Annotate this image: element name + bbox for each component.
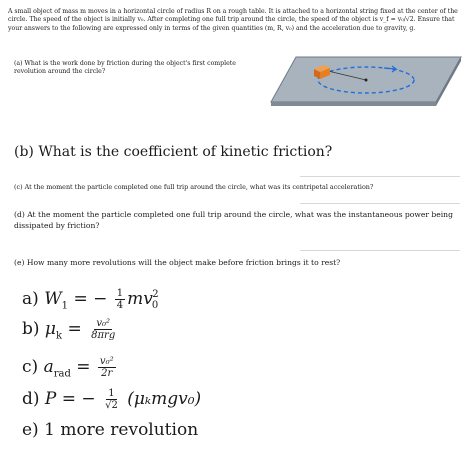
answer-e-text: 1 more revolution	[44, 420, 199, 440]
answer-a-den: 4	[116, 300, 124, 311]
problem-statement	[8, 8, 460, 33]
answer-d-num: 1	[108, 388, 115, 399]
answer-d	[22, 388, 201, 411]
center-pin	[365, 79, 368, 82]
answer-a-num: 1	[116, 288, 124, 299]
answer-c-fraction	[98, 356, 116, 379]
answer-d-label: d)	[22, 389, 40, 409]
divider	[300, 176, 460, 177]
answer-c-num: v₀²	[99, 356, 114, 367]
table-diagram	[266, 52, 466, 122]
answer-c-den: 2r	[101, 368, 113, 379]
answer-a-fraction	[115, 288, 125, 311]
answer-a-sub2: 0	[151, 300, 159, 312]
answer-c-label: c)	[22, 357, 39, 377]
answer-b-eq: =	[67, 319, 82, 339]
table-edge	[271, 102, 436, 106]
answer-b	[22, 318, 119, 341]
answer-d-fraction	[103, 388, 120, 411]
answer-b-label: b)	[22, 319, 40, 339]
answer-c-sub: rad	[53, 368, 71, 380]
answer-c	[22, 356, 118, 379]
answer-e	[22, 420, 198, 440]
answer-b-den: 8πrg	[91, 330, 116, 341]
answer-d-eq: = −	[61, 389, 96, 409]
question-e: (e) How many more revolutions will the object make before friction brings it to rest?	[14, 258, 341, 267]
answer-c-eq: =	[76, 357, 91, 377]
answer-a-label: a)	[22, 289, 39, 309]
question-c: (c) At the moment the particle completed one full trip around the circle, what was its centripetal acceleration?	[14, 183, 374, 191]
divider	[300, 203, 460, 204]
divider	[300, 250, 460, 251]
answer-c-lhs: a	[43, 357, 54, 377]
answer-b-lhs: μ	[44, 319, 56, 339]
answer-d-den: √2	[105, 400, 118, 411]
answer-d-lhs: P	[44, 389, 57, 409]
answer-a-eq: = −	[73, 289, 108, 309]
answer-a-sup2: 2	[152, 289, 159, 301]
answer-a-rest: mv	[127, 289, 153, 309]
answer-b-num: v₀²	[96, 318, 110, 329]
answer-e-label: e)	[22, 420, 39, 440]
answer-a-lhs: W	[44, 289, 62, 309]
answer-a-sub: 1	[61, 300, 69, 312]
question-b: (b) What is the coefficient of kinetic friction?	[14, 144, 333, 160]
answer-d-rest: (μₖmgv₀)	[127, 389, 202, 409]
question-d: (d) At the moment the particle completed one full trip around the circle, what was the instantaneous power being dissipated by friction?	[14, 210, 453, 230]
problem-intro-text: A small object of mass m moves in a horizontal circle of radius R on a rough table. It is attached to a horizontal string fixed at the center of the circle. The speed of the object is initially v₀. After completing one full trip around the circle, the speed of the object is v_f = v₀/√2. Ensure that your answers to the following are expressed only in terms of the given quantities (m, R, v₀) and the acceleration due to gravity, g.	[8, 8, 458, 32]
answer-b-fraction	[89, 318, 117, 341]
question-a: (a) What is the work done by friction during the object's first complete revolution around the circle?	[14, 60, 236, 75]
answer-a	[22, 288, 159, 311]
answer-b-sub: k	[55, 330, 63, 342]
